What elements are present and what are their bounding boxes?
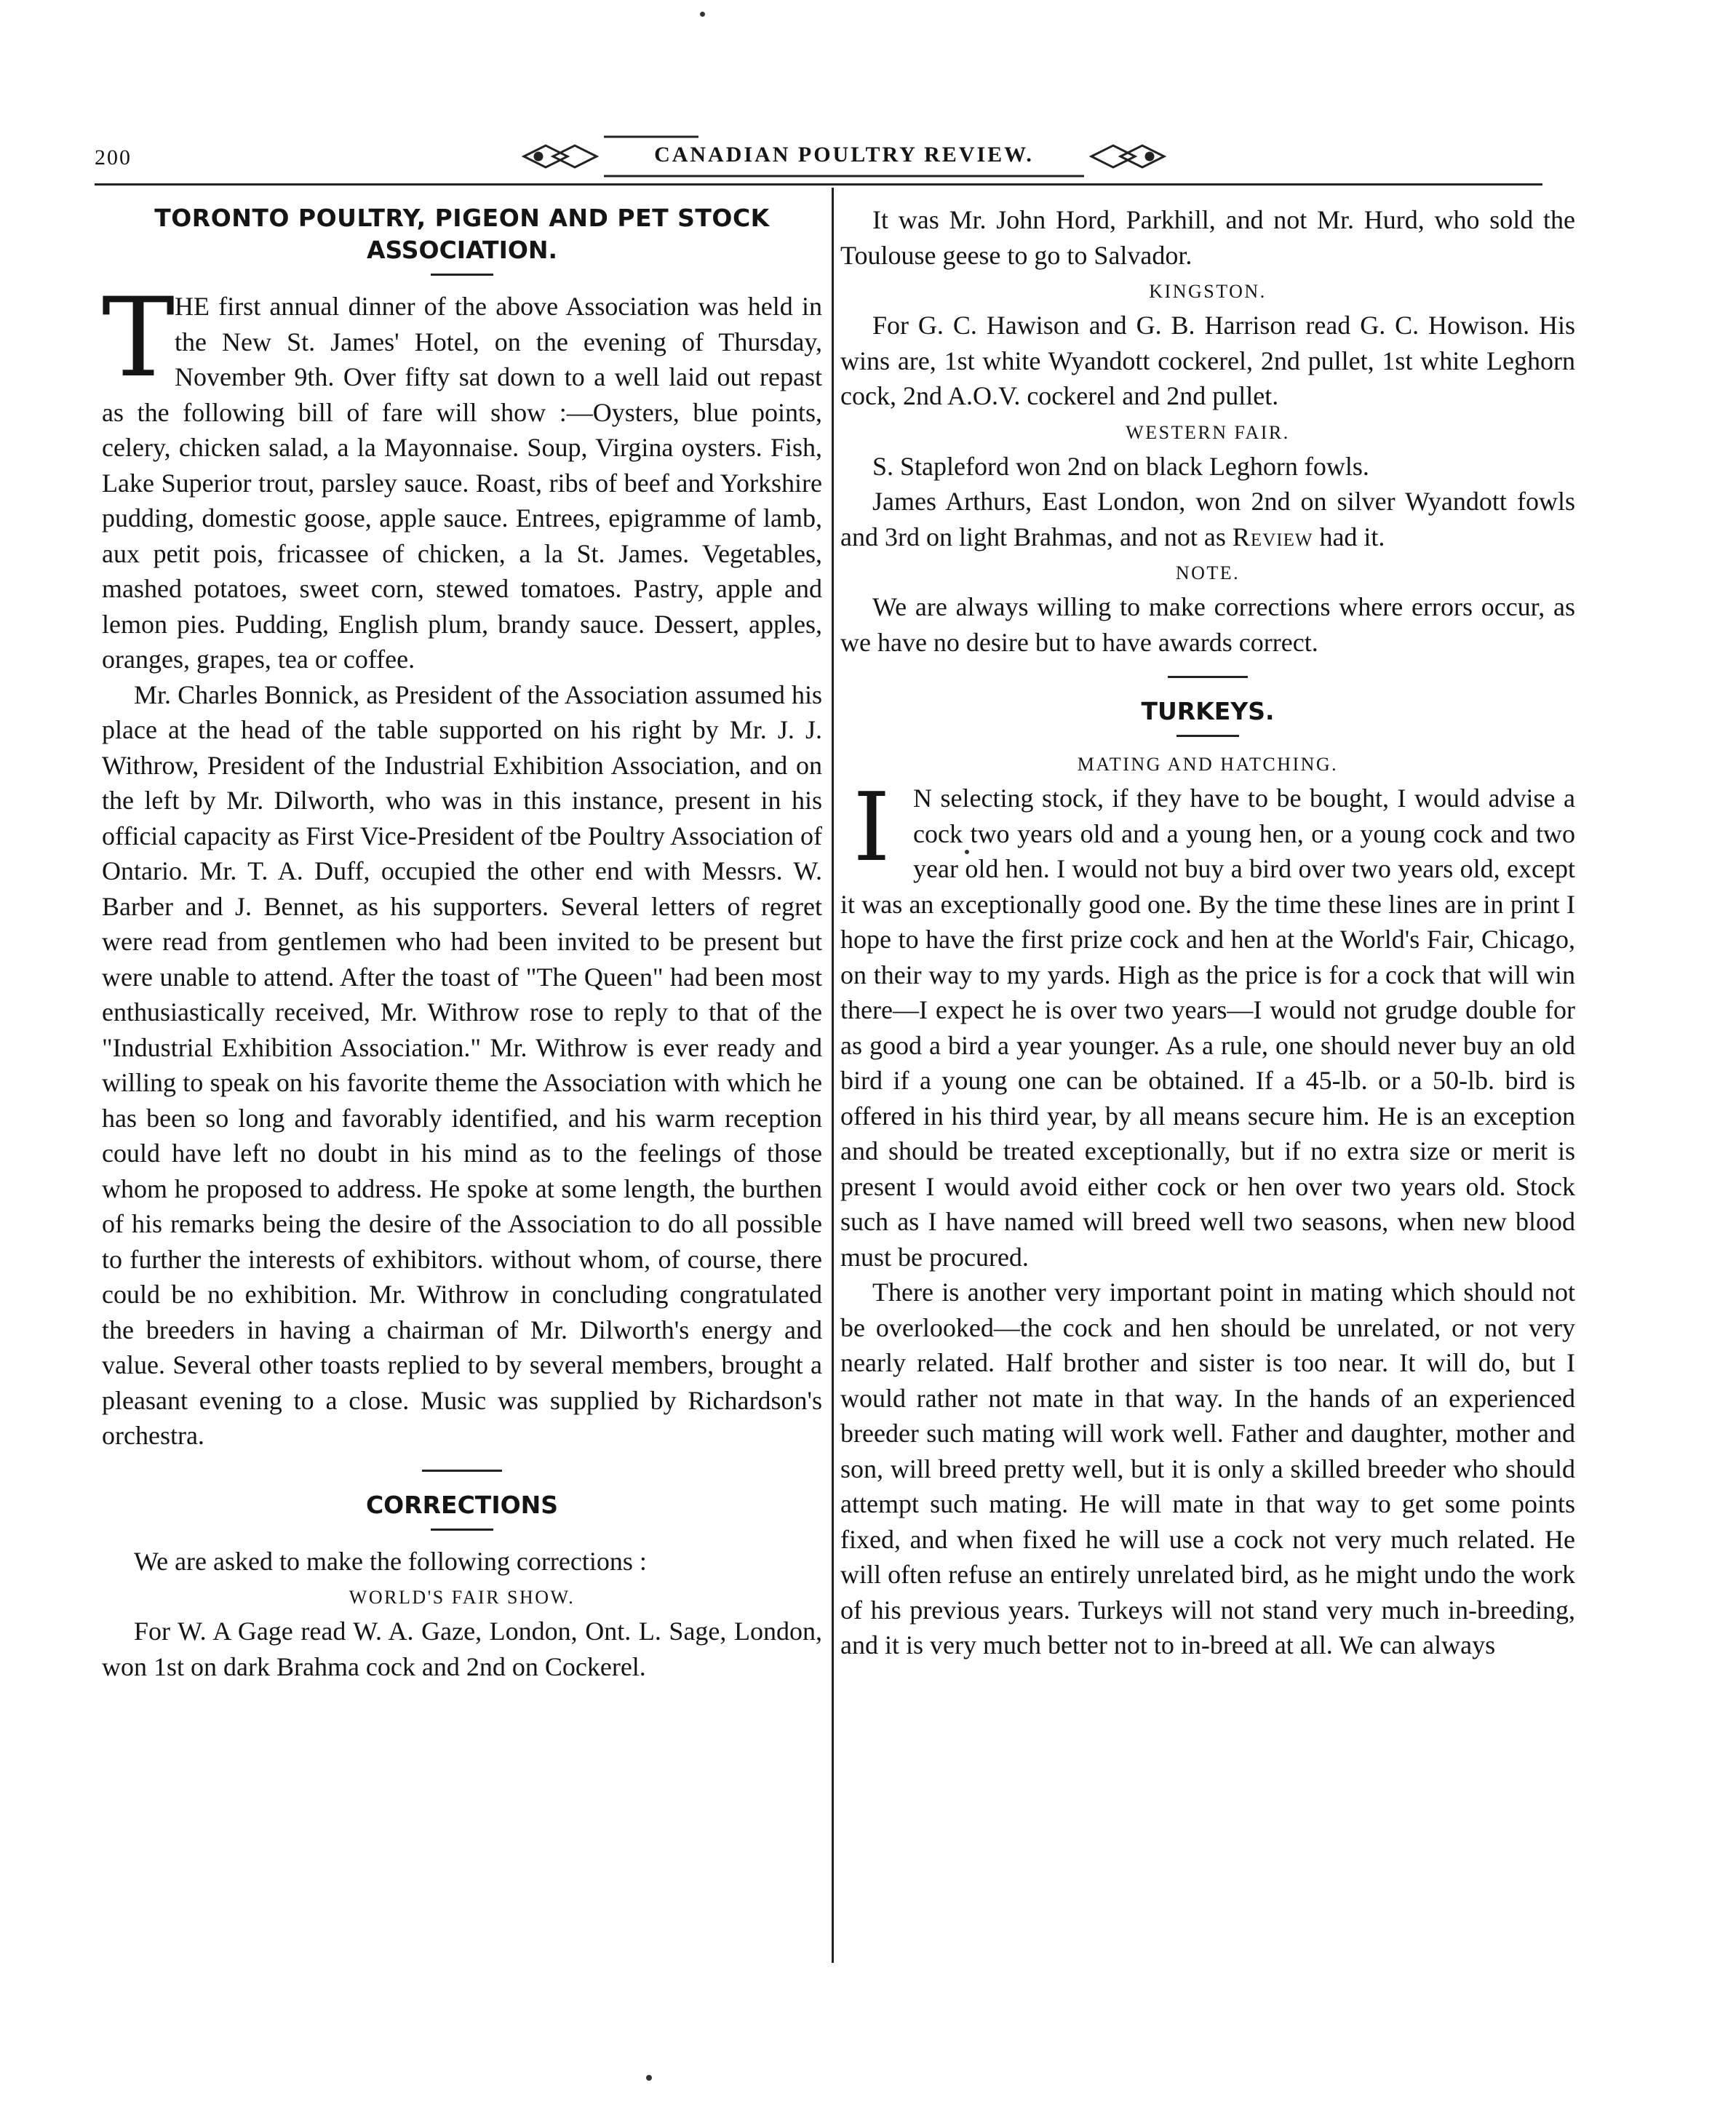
worlds-fair-paragraph: For W. A Gage read W. A. Gaze, London, Ont. L. Sage, London, won 1st on dark Brahma cock and 2nd on Cockerel. — [102, 1617, 822, 1681]
page-number: 200 — [95, 146, 132, 170]
paragraph-text: HE first annual dinner of the above Association was held in the New St. James' Hotel, on the evening of Thursday, November 9th. Over fifty sat down to a well laid out repast as the following bill of fare will show :—Oysters, blue points, celery, chicken salad, a la Mayonnaise. Soup, Virgina oysters. Fish, Lake Superior trout, parsley sauce. Roast, ribs of beef and Yorkshire pudding, domestic goose, apple sauce. Entrees, epigramme of lamb, aux petit pois, fricassee of chicken, a la St. James. Vegetables, mashed potatoes, sweet corn, stewed tomatoes. Pastry, apple and lemon pies. Pudding, English plum, brandy sauce. Dessert, apples, oranges, grapes, tea or coffee. — [102, 292, 822, 674]
header-rule — [95, 183, 1542, 186]
column-divider — [832, 188, 834, 1963]
title-rule — [1176, 735, 1239, 737]
article-title-line2: ASSOCIATION. — [366, 236, 558, 264]
turkeys-paragraph-1 — [840, 772, 1575, 1275]
section-rule — [1168, 676, 1248, 678]
western-fair-paragraph-1: S. Stapleford won 2nd on black Leghorn fowls. — [872, 451, 1369, 481]
masthead-title: CANADIAN POULTRY REVIEW. — [654, 143, 1034, 167]
worlds-fair-subhead: WORLD'S FAIR SHOW. — [349, 1587, 576, 1608]
western-fair-subhead: WESTERN FAIR. — [1126, 421, 1290, 443]
left-column — [102, 202, 822, 1684]
kingston-subhead: KINGSTON. — [1149, 281, 1267, 302]
dinner-paragraph-1 — [102, 275, 822, 677]
corrections-title: CORRECTIONS — [365, 1490, 559, 1519]
western-text-b: had it. — [1313, 522, 1385, 551]
drop-cap: I — [853, 772, 891, 882]
note-paragraph: We are always willing to make corrections where errors occur, as we have no desire but to have awards correct. — [840, 592, 1575, 657]
note-subhead: NOTE. — [1175, 562, 1241, 583]
hord-paragraph: It was Mr. John Hord, Parkhill, and not Mr. Hurd, who sold the Toulouse geese to go to Salvador. — [840, 205, 1575, 270]
western-fair-paragraph-2 — [840, 484, 1575, 554]
page-header — [95, 131, 1542, 182]
title-rule — [431, 274, 493, 276]
drop-cap: T — [102, 275, 175, 402]
turkeys-paragraph-2: There is another very important point in mating which should not be overlooked—the cock and hen should be unrelated, or not very nearly related. Half brother and sister is too near. It will do, but I would rather not mate in that way. In the hands of an experienced breeder such mating will work well. Father and daughter, mother and son, will breed pretty well, but it is only a skilled breeder who should attempt such mating. He will mate in that way to get some points fixed, and when fixed he will use a cock not very much related. He will often refuse an entirely unrelated bird, as he might undo the work of his previous years. Turkeys will not stand very much in-breeding, and it is very much better not to in-breed at all. We can always — [840, 1278, 1575, 1659]
review-name: Review — [1232, 522, 1313, 551]
title-rule — [431, 1529, 493, 1531]
print-speck — [700, 12, 705, 17]
masthead — [517, 131, 1171, 182]
kingston-paragraph: For G. C. Hawison and G. B. Harrison read G. C. Howison. His wins are, 1st white Wyandott cockerel, 2nd pullet, 1st white Leghorn cock, 2nd A.O.V. cockerel and 2nd pullet. — [840, 311, 1575, 410]
mating-subhead: MATING AND HATCHING. — [1077, 754, 1339, 775]
section-rule — [422, 1470, 502, 1472]
dinner-paragraph-2: Mr. Charles Bonnick, as President of the Association assumed his place at the head of the table supported on his right by Mr. J. J. Withrow, President of the Industrial Exhibition Association, and on the left by Mr. Dilworth, who was in this instance, present in his official capacity as First Vice-President of tbe Poultry Association of Ontario. Mr. T. A. Duff, occupied the other end with Messrs. W. Barber and J. Bennet, as his supporters. Several letters of regret were read from gentlemen who had been invited to be present but were unable to attend. After the toast of "The Queen" had been most enthusiastically received, Mr. Withrow rose to reply to that of the "Industrial Exhibition Association." Mr. Withrow is ever ready and willing to speak on his favorite theme the Association with which he has been so long and favorably identified, and his warm reception could have left no doubt in his mind as to the feelings of those whom he proposed to address. He spoke at some length, the burthen of his remarks being the desire of the Association to do all possible to further the interests of exhibitors. without whom, of course, there could be no exhibition. Mr. Withrow in concluding congratulated the breeders in having a chairman of Mr. Dilworth's energy and value. Several other toasts replied to by several members, brought a pleasant evening to a close. Music was supplied by Richardson's orchestra. — [102, 680, 822, 1450]
western-text-a: James Arthurs, East London, won 2nd on silver Wyandott fowls and 3rd on light Brahmas, and not as — [840, 487, 1575, 551]
print-speck — [646, 2075, 652, 2081]
right-column — [840, 202, 1575, 1663]
turkeys-title: TURKEYS. — [1141, 697, 1275, 725]
paragraph-text: N selecting stock, if they have to be bought, I would advise a cock two years old and a young hen, or a young cock and two year old hen. I would not buy a bird over two years old, except it was an exceptionally good one. By the time these lines are in print I hope to have the first prize cock and hen at the World's Fair, Chicago, on their way to my yards. High as the price is for a cock that will win there—I expect he is over two years—I would not grudge double for as good a bird a year younger. As a rule, one should never buy an old bird if a young one can be obtained. If a 45-lb. or a 50-lb. bird is offered in his third year, by all means secure him. He is an exception and should be treated exceptionally, but if no extra size or merit is present I would avoid either cock or hen over two years old. Stock such as I have named will breed well two seasons, when new blood must be procured. — [840, 784, 1575, 1272]
corrections-intro: We are asked to make the following corrections : — [134, 1546, 647, 1576]
article-title-line1: TORONTO POULTRY, PIGEON AND PET STOCK — [154, 204, 770, 232]
